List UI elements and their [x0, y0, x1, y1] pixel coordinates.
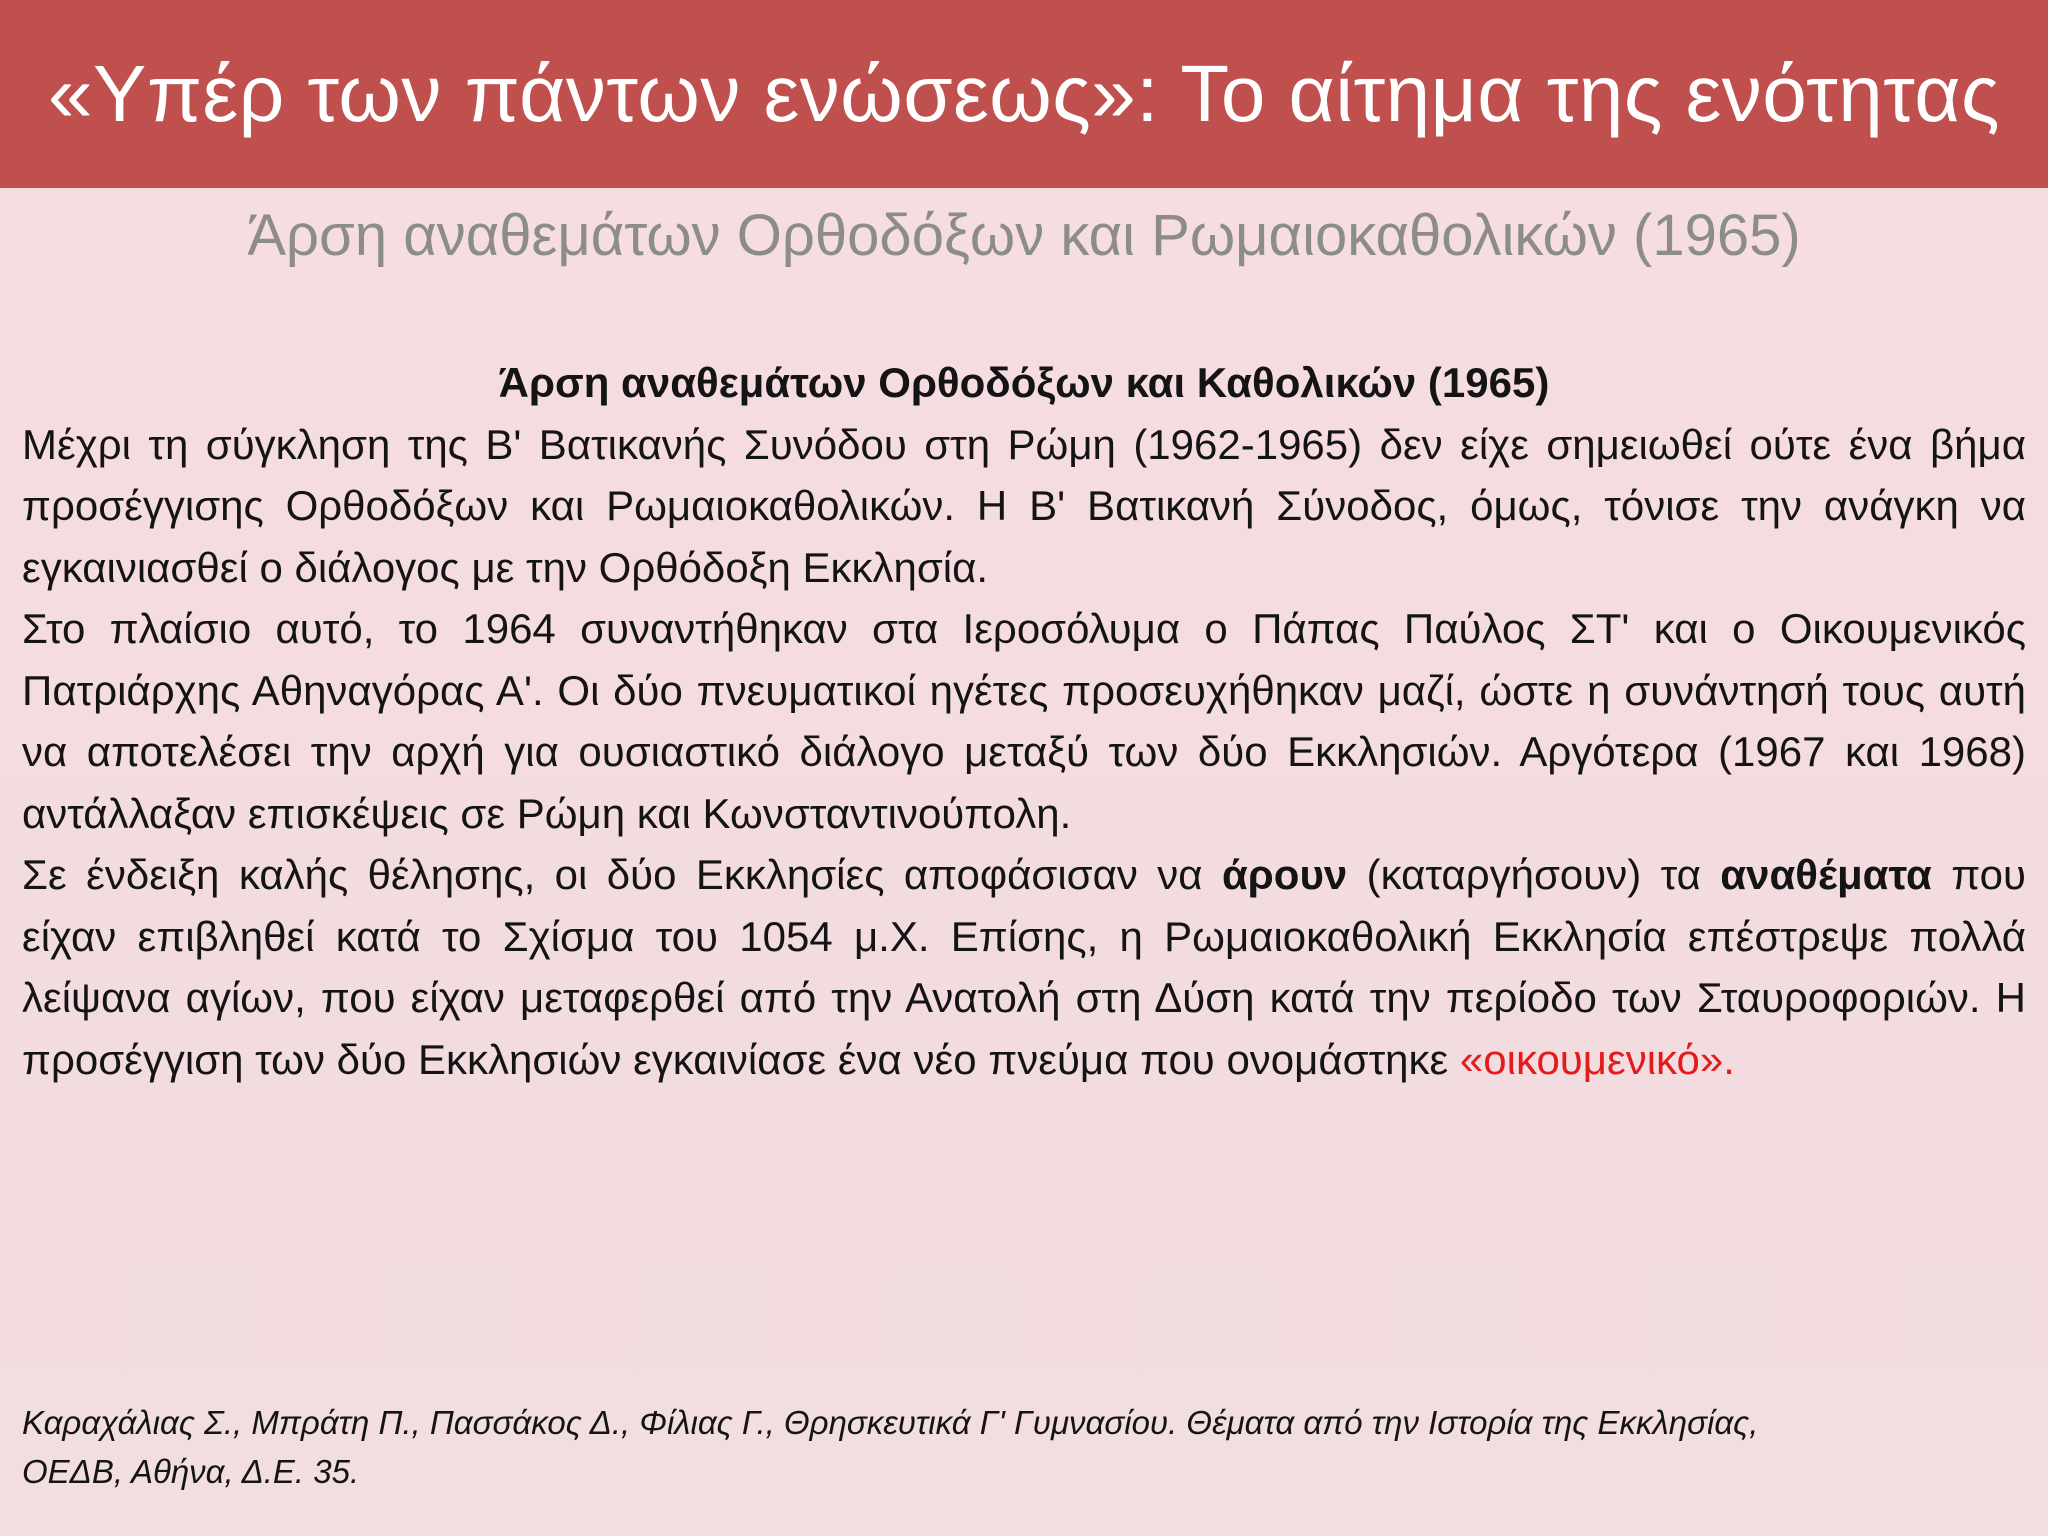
slide-subtitle: Άρση αναθεμάτων Ορθοδόξων και Ρωμαιοκαθολικών (1965): [247, 203, 1801, 268]
paragraph-1: Μέχρι τη σύγκληση της Β' Βατικανής Συνόδου στη Ρώμη (1962-1965) δεν είχε σημειωθεί ούτε ένα βήμα προσέγγισης Ορθοδόξων και Ρωμαιοκαθολικών. Η Β' Βατικανή Σύνοδος, όμως, τόνισε την ανάγκη να εγκαινιασθεί ο διάλογος με την Ορθόδοξη Εκκλησία.: [22, 420, 2026, 591]
paragraph-3-text-1: Σε ένδειξη καλής θέλησης, οι δύο Εκκλησίες αποφάσισαν να: [22, 851, 1222, 898]
slide-body: [22, 352, 2026, 1090]
citation-line-2: ΟΕΔΒ, Αθήνα, Δ.Ε. 35.: [22, 1453, 360, 1490]
slide-title: «Υπέρ των πάντων ενώσεως»: Το αίτημα της ενότητας: [48, 49, 2000, 138]
body-heading: Άρση αναθεμάτων Ορθοδόξων και Καθολικών (1965): [498, 359, 1550, 406]
paragraph-3-text-3: που είχαν επιβληθεί κατά το Σχίσμα του 1054 μ.Χ. Επίσης, η Ρωμαιοκαθολική Εκκλησία επέστρεψε πολλά λείψανα αγίων, που είχαν μεταφερθεί από την Ανατολή στη Δύση κατά την περίοδο των Σταυροφοριών. Η προσέγγιση των δύο Εκκλησιών εγκαινίασε ένα νέο πνεύμα που ονομάστηκε: [22, 851, 2026, 1083]
paragraph-3: [22, 844, 2026, 1090]
bold-term-anathemata: αναθέματα: [1720, 851, 1932, 898]
paragraph-3-text-2: (καταργήσουν) τα: [1347, 851, 1721, 898]
citation: [22, 1398, 2026, 1496]
title-bar: [0, 0, 2048, 188]
highlight-oikoumeniko: «οικουμενικό».: [1459, 1035, 1735, 1083]
paragraph-2: Στο πλαίσιο αυτό, το 1964 συναντήθηκαν στα Ιεροσόλυμα ο Πάπας Παύλος ΣΤ' και ο Οικουμενικός Πατριάρχης Αθηναγόρας Α'. Οι δύο πνευματικοί ηγέτες προσευχήθηκαν μαζί, ώστε η συνάντησή τους αυτή να αποτελέσει την αρχή για ουσιαστικό διάλογο μεταξύ των δύο Εκκλησιών. Αργότερα (1967 και 1968) αντάλλαξαν επισκέψεις σε Ρώμη και Κωνσταντινούπολη.: [22, 605, 2026, 837]
bold-term-arun: άρουν: [1221, 851, 1348, 898]
citation-line-1: Καραχάλιας Σ., Μπράτη Π., Πασσάκος Δ., Φίλιας Γ., Θρησκευτικά Γ' Γυμνασίου. Θέματα από την Ιστορία της Εκκλησίας,: [22, 1404, 1759, 1441]
